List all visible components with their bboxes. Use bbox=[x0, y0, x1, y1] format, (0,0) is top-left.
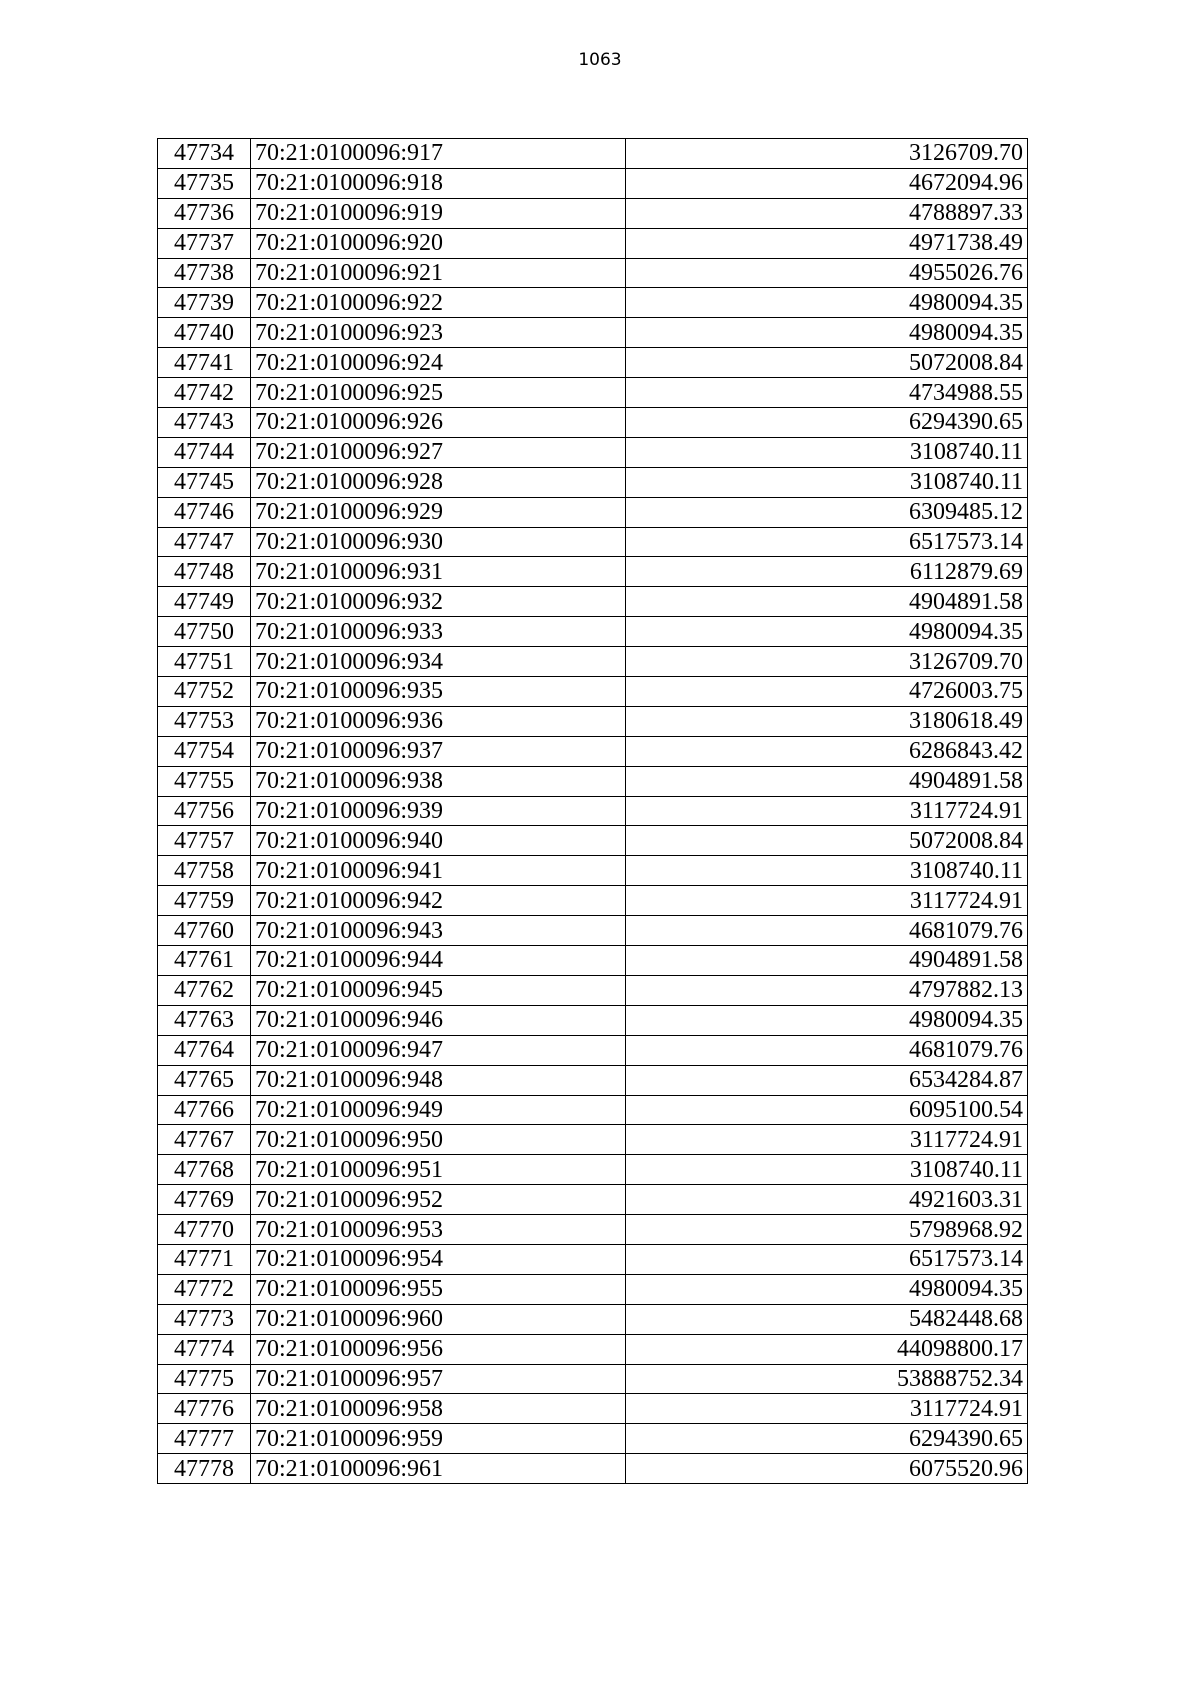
table-row bbox=[158, 139, 1028, 169]
cadastral-value-cell: 3108740.11 bbox=[626, 467, 1028, 497]
cadastral-number-cell: 70:21:0100096:956 bbox=[251, 1334, 626, 1364]
page-number: 1063 bbox=[578, 50, 622, 70]
row-number-cell: 47773 bbox=[158, 1304, 251, 1334]
row-number-cell: 47734 bbox=[158, 139, 251, 169]
cadastral-value-cell: 3117724.91 bbox=[626, 886, 1028, 916]
cadastral-number-cell: 70:21:0100096:944 bbox=[251, 946, 626, 976]
table-row bbox=[158, 647, 1028, 677]
cadastral-number-cell: 70:21:0100096:942 bbox=[251, 886, 626, 916]
table-row bbox=[158, 1065, 1028, 1095]
table-row bbox=[158, 168, 1028, 198]
cadastral-number-cell: 70:21:0100096:953 bbox=[251, 1215, 626, 1245]
table-row bbox=[158, 736, 1028, 766]
row-number-cell: 47754 bbox=[158, 736, 251, 766]
cadastral-number-cell: 70:21:0100096:925 bbox=[251, 378, 626, 408]
cadastral-value-cell: 6286843.42 bbox=[626, 736, 1028, 766]
cadastral-value-cell: 4734988.55 bbox=[626, 378, 1028, 408]
cadastral-number-cell: 70:21:0100096:933 bbox=[251, 617, 626, 647]
table-row bbox=[158, 1364, 1028, 1394]
row-number-cell: 47775 bbox=[158, 1364, 251, 1394]
table-row bbox=[158, 1394, 1028, 1424]
row-number-cell: 47776 bbox=[158, 1394, 251, 1424]
row-number-cell: 47745 bbox=[158, 467, 251, 497]
table-row bbox=[158, 467, 1028, 497]
cadastral-value-cell: 6095100.54 bbox=[626, 1095, 1028, 1125]
cadastral-number-cell: 70:21:0100096:938 bbox=[251, 766, 626, 796]
table-row bbox=[158, 1035, 1028, 1065]
cadastral-number-cell: 70:21:0100096:960 bbox=[251, 1304, 626, 1334]
table-row bbox=[158, 946, 1028, 976]
table-row bbox=[158, 796, 1028, 826]
table-row bbox=[158, 1215, 1028, 1245]
cadastral-number-cell: 70:21:0100096:921 bbox=[251, 258, 626, 288]
row-number-cell: 47751 bbox=[158, 647, 251, 677]
cadastral-value-cell: 4797882.13 bbox=[626, 975, 1028, 1005]
cadastral-value-cell: 4681079.76 bbox=[626, 916, 1028, 946]
cadastral-value-cell: 6534284.87 bbox=[626, 1065, 1028, 1095]
cadastral-number-cell: 70:21:0100096:918 bbox=[251, 168, 626, 198]
row-number-cell: 47759 bbox=[158, 886, 251, 916]
row-number-cell: 47769 bbox=[158, 1185, 251, 1215]
row-number-cell: 47766 bbox=[158, 1095, 251, 1125]
cadastral-value-cell: 3117724.91 bbox=[626, 796, 1028, 826]
row-number-cell: 47765 bbox=[158, 1065, 251, 1095]
row-number-cell: 47755 bbox=[158, 766, 251, 796]
row-number-cell: 47774 bbox=[158, 1334, 251, 1364]
table-row bbox=[158, 856, 1028, 886]
row-number-cell: 47770 bbox=[158, 1215, 251, 1245]
cadastral-number-cell: 70:21:0100096:937 bbox=[251, 736, 626, 766]
cadastral-value-cell: 6075520.96 bbox=[626, 1454, 1028, 1484]
cadastral-value-cell: 4788897.33 bbox=[626, 198, 1028, 228]
cadastral-value-cell: 4672094.96 bbox=[626, 168, 1028, 198]
cadastral-number-cell: 70:21:0100096:930 bbox=[251, 527, 626, 557]
cadastral-number-cell: 70:21:0100096:951 bbox=[251, 1155, 626, 1185]
cadastral-value-cell: 4980094.35 bbox=[626, 288, 1028, 318]
row-number-cell: 47741 bbox=[158, 348, 251, 378]
cadastral-number-cell: 70:21:0100096:917 bbox=[251, 139, 626, 169]
table-row bbox=[158, 766, 1028, 796]
cadastral-number-cell: 70:21:0100096:920 bbox=[251, 228, 626, 258]
cadastral-number-cell: 70:21:0100096:929 bbox=[251, 497, 626, 527]
table-row bbox=[158, 348, 1028, 378]
table-row bbox=[158, 587, 1028, 617]
cadastral-value-cell: 6309485.12 bbox=[626, 497, 1028, 527]
cadastral-value-cell: 6517573.14 bbox=[626, 527, 1028, 557]
cadastral-value-cell: 4726003.75 bbox=[626, 677, 1028, 707]
cadastral-number-cell: 70:21:0100096:932 bbox=[251, 587, 626, 617]
cadastral-value-cell: 3108740.11 bbox=[626, 856, 1028, 886]
row-number-cell: 47764 bbox=[158, 1035, 251, 1065]
row-number-cell: 47739 bbox=[158, 288, 251, 318]
cadastral-number-cell: 70:21:0100096:923 bbox=[251, 318, 626, 348]
cadastral-value-cell: 4904891.58 bbox=[626, 766, 1028, 796]
cadastral-number-cell: 70:21:0100096:931 bbox=[251, 557, 626, 587]
table-row bbox=[158, 497, 1028, 527]
row-number-cell: 47750 bbox=[158, 617, 251, 647]
row-number-cell: 47772 bbox=[158, 1274, 251, 1304]
table-row bbox=[158, 557, 1028, 587]
cadastral-value-cell: 5482448.68 bbox=[626, 1304, 1028, 1334]
row-number-cell: 47758 bbox=[158, 856, 251, 886]
table-row bbox=[158, 408, 1028, 438]
cadastral-number-cell: 70:21:0100096:926 bbox=[251, 408, 626, 438]
cadastral-value-cell: 4681079.76 bbox=[626, 1035, 1028, 1065]
cadastral-number-cell: 70:21:0100096:940 bbox=[251, 826, 626, 856]
row-number-cell: 47738 bbox=[158, 258, 251, 288]
row-number-cell: 47736 bbox=[158, 198, 251, 228]
table-row bbox=[158, 706, 1028, 736]
table-row bbox=[158, 1274, 1028, 1304]
table-row bbox=[158, 1244, 1028, 1274]
table-row bbox=[158, 1454, 1028, 1484]
cadastral-number-cell: 70:21:0100096:927 bbox=[251, 437, 626, 467]
row-number-cell: 47742 bbox=[158, 378, 251, 408]
row-number-cell: 47753 bbox=[158, 706, 251, 736]
cadastral-value-cell: 3117724.91 bbox=[626, 1125, 1028, 1155]
cadastral-number-cell: 70:21:0100096:936 bbox=[251, 706, 626, 736]
row-number-cell: 47778 bbox=[158, 1454, 251, 1484]
cadastral-number-cell: 70:21:0100096:947 bbox=[251, 1035, 626, 1065]
cadastral-number-cell: 70:21:0100096:958 bbox=[251, 1394, 626, 1424]
row-number-cell: 47746 bbox=[158, 497, 251, 527]
cadastral-value-cell: 3180618.49 bbox=[626, 706, 1028, 736]
cadastral-number-cell: 70:21:0100096:946 bbox=[251, 1005, 626, 1035]
cadastral-value-cell: 6517573.14 bbox=[626, 1244, 1028, 1274]
row-number-cell: 47762 bbox=[158, 975, 251, 1005]
cadastral-value-cell: 3126709.70 bbox=[626, 647, 1028, 677]
table-row bbox=[158, 318, 1028, 348]
cadastral-number-cell: 70:21:0100096:935 bbox=[251, 677, 626, 707]
cadastral-value-cell: 6112879.69 bbox=[626, 557, 1028, 587]
row-number-cell: 47740 bbox=[158, 318, 251, 348]
cadastral-number-cell: 70:21:0100096:941 bbox=[251, 856, 626, 886]
cadastral-number-cell: 70:21:0100096:952 bbox=[251, 1185, 626, 1215]
cadastral-number-cell: 70:21:0100096:922 bbox=[251, 288, 626, 318]
cadastral-value-cell: 4904891.58 bbox=[626, 587, 1028, 617]
row-number-cell: 47747 bbox=[158, 527, 251, 557]
table-row bbox=[158, 1304, 1028, 1334]
cadastral-value-cell: 4904891.58 bbox=[626, 946, 1028, 976]
cadastral-number-cell: 70:21:0100096:948 bbox=[251, 1065, 626, 1095]
row-number-cell: 47771 bbox=[158, 1244, 251, 1274]
row-number-cell: 47737 bbox=[158, 228, 251, 258]
cadastral-value-cell: 4955026.76 bbox=[626, 258, 1028, 288]
table-row bbox=[158, 1424, 1028, 1454]
table-row bbox=[158, 975, 1028, 1005]
row-number-cell: 47743 bbox=[158, 408, 251, 438]
cadastral-number-cell: 70:21:0100096:939 bbox=[251, 796, 626, 826]
cadastral-value-cell: 6294390.65 bbox=[626, 408, 1028, 438]
cadastral-value-cell: 53888752.34 bbox=[626, 1364, 1028, 1394]
table-row bbox=[158, 1334, 1028, 1364]
cadastral-number-cell: 70:21:0100096:949 bbox=[251, 1095, 626, 1125]
table-row bbox=[158, 1005, 1028, 1035]
cadastral-value-cell: 44098800.17 bbox=[626, 1334, 1028, 1364]
table-row bbox=[158, 1155, 1028, 1185]
table-row bbox=[158, 1095, 1028, 1125]
cadastral-value-cell: 4980094.35 bbox=[626, 1005, 1028, 1035]
cadastral-value-cell: 5072008.84 bbox=[626, 826, 1028, 856]
cadastral-number-cell: 70:21:0100096:957 bbox=[251, 1364, 626, 1394]
row-number-cell: 47749 bbox=[158, 587, 251, 617]
cadastral-value-cell: 4921603.31 bbox=[626, 1185, 1028, 1215]
registry-table bbox=[157, 138, 1028, 1484]
cadastral-value-cell: 6294390.65 bbox=[626, 1424, 1028, 1454]
row-number-cell: 47752 bbox=[158, 677, 251, 707]
cadastral-number-cell: 70:21:0100096:954 bbox=[251, 1244, 626, 1274]
cadastral-value-cell: 3108740.11 bbox=[626, 1155, 1028, 1185]
table-row bbox=[158, 288, 1028, 318]
cadastral-number-cell: 70:21:0100096:950 bbox=[251, 1125, 626, 1155]
cadastral-value-cell: 4980094.35 bbox=[626, 617, 1028, 647]
row-number-cell: 47760 bbox=[158, 916, 251, 946]
row-number-cell: 47768 bbox=[158, 1155, 251, 1185]
cadastral-value-cell: 3126709.70 bbox=[626, 139, 1028, 169]
row-number-cell: 47761 bbox=[158, 946, 251, 976]
table-row bbox=[158, 677, 1028, 707]
cadastral-number-cell: 70:21:0100096:924 bbox=[251, 348, 626, 378]
cadastral-number-cell: 70:21:0100096:943 bbox=[251, 916, 626, 946]
cadastral-value-cell: 4980094.35 bbox=[626, 1274, 1028, 1304]
row-number-cell: 47744 bbox=[158, 437, 251, 467]
cadastral-value-cell: 3108740.11 bbox=[626, 437, 1028, 467]
cadastral-value-cell: 5072008.84 bbox=[626, 348, 1028, 378]
cadastral-value-cell: 5798968.92 bbox=[626, 1215, 1028, 1245]
table-row bbox=[158, 378, 1028, 408]
table-row bbox=[158, 826, 1028, 856]
cadastral-value-cell: 3117724.91 bbox=[626, 1394, 1028, 1424]
table-row bbox=[158, 1185, 1028, 1215]
table-row bbox=[158, 886, 1028, 916]
cadastral-number-cell: 70:21:0100096:955 bbox=[251, 1274, 626, 1304]
cadastral-number-cell: 70:21:0100096:959 bbox=[251, 1424, 626, 1454]
cadastral-number-cell: 70:21:0100096:919 bbox=[251, 198, 626, 228]
cadastral-number-cell: 70:21:0100096:928 bbox=[251, 467, 626, 497]
row-number-cell: 47757 bbox=[158, 826, 251, 856]
table-body bbox=[158, 139, 1028, 1484]
table-row bbox=[158, 916, 1028, 946]
cadastral-value-cell: 4980094.35 bbox=[626, 318, 1028, 348]
row-number-cell: 47735 bbox=[158, 168, 251, 198]
table-row bbox=[158, 228, 1028, 258]
table-row bbox=[158, 617, 1028, 647]
cadastral-number-cell: 70:21:0100096:961 bbox=[251, 1454, 626, 1484]
cadastral-number-cell: 70:21:0100096:945 bbox=[251, 975, 626, 1005]
cadastral-value-cell: 4971738.49 bbox=[626, 228, 1028, 258]
row-number-cell: 47777 bbox=[158, 1424, 251, 1454]
cadastral-number-cell: 70:21:0100096:934 bbox=[251, 647, 626, 677]
table-row bbox=[158, 527, 1028, 557]
row-number-cell: 47767 bbox=[158, 1125, 251, 1155]
table-row bbox=[158, 437, 1028, 467]
table-row bbox=[158, 258, 1028, 288]
table-row bbox=[158, 198, 1028, 228]
row-number-cell: 47756 bbox=[158, 796, 251, 826]
row-number-cell: 47748 bbox=[158, 557, 251, 587]
table-row bbox=[158, 1125, 1028, 1155]
row-number-cell: 47763 bbox=[158, 1005, 251, 1035]
